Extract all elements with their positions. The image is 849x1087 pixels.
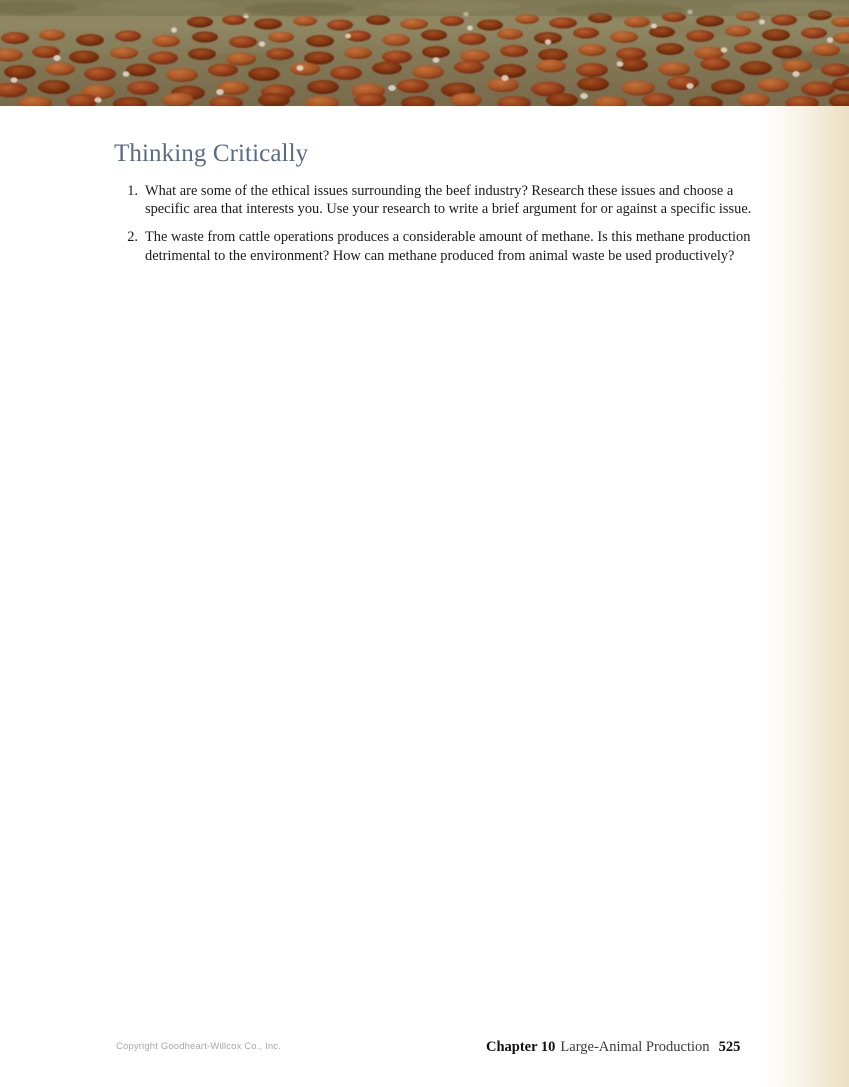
question-text: What are some of the ethical issues surrounding the beef industry? Research these issues and choose a specific area that interests you. Use your research to write a brief argument for or against a specific issue. xyxy=(145,182,752,218)
footer-page-number: 525 xyxy=(718,1039,741,1055)
herd-photo-artwork xyxy=(0,0,849,106)
footer-chapter-line xyxy=(486,1039,740,1056)
question-number: 2. xyxy=(127,229,138,246)
page-content xyxy=(114,140,759,275)
cattle-herd-banner-image xyxy=(0,0,849,106)
question-text: The waste from cattle operations produces a considerable amount of methane. Is this methane production detrimental to the environment? How can methane produced from animal waste be used productively? xyxy=(145,229,751,265)
question-item-1 xyxy=(114,182,759,220)
footer-chapter-title: Large-Animal Production xyxy=(560,1039,710,1055)
section-heading-thinking-critically: Thinking Critically xyxy=(114,140,309,167)
page-edge-gradient xyxy=(759,106,849,1087)
footer-copyright: Copyright Goodheart-Willcox Co., Inc. xyxy=(116,1041,281,1052)
question-number: 1. xyxy=(127,182,138,199)
question-item-2 xyxy=(114,228,759,266)
question-list xyxy=(114,182,759,266)
footer-chapter-label: Chapter 10 xyxy=(486,1039,556,1055)
